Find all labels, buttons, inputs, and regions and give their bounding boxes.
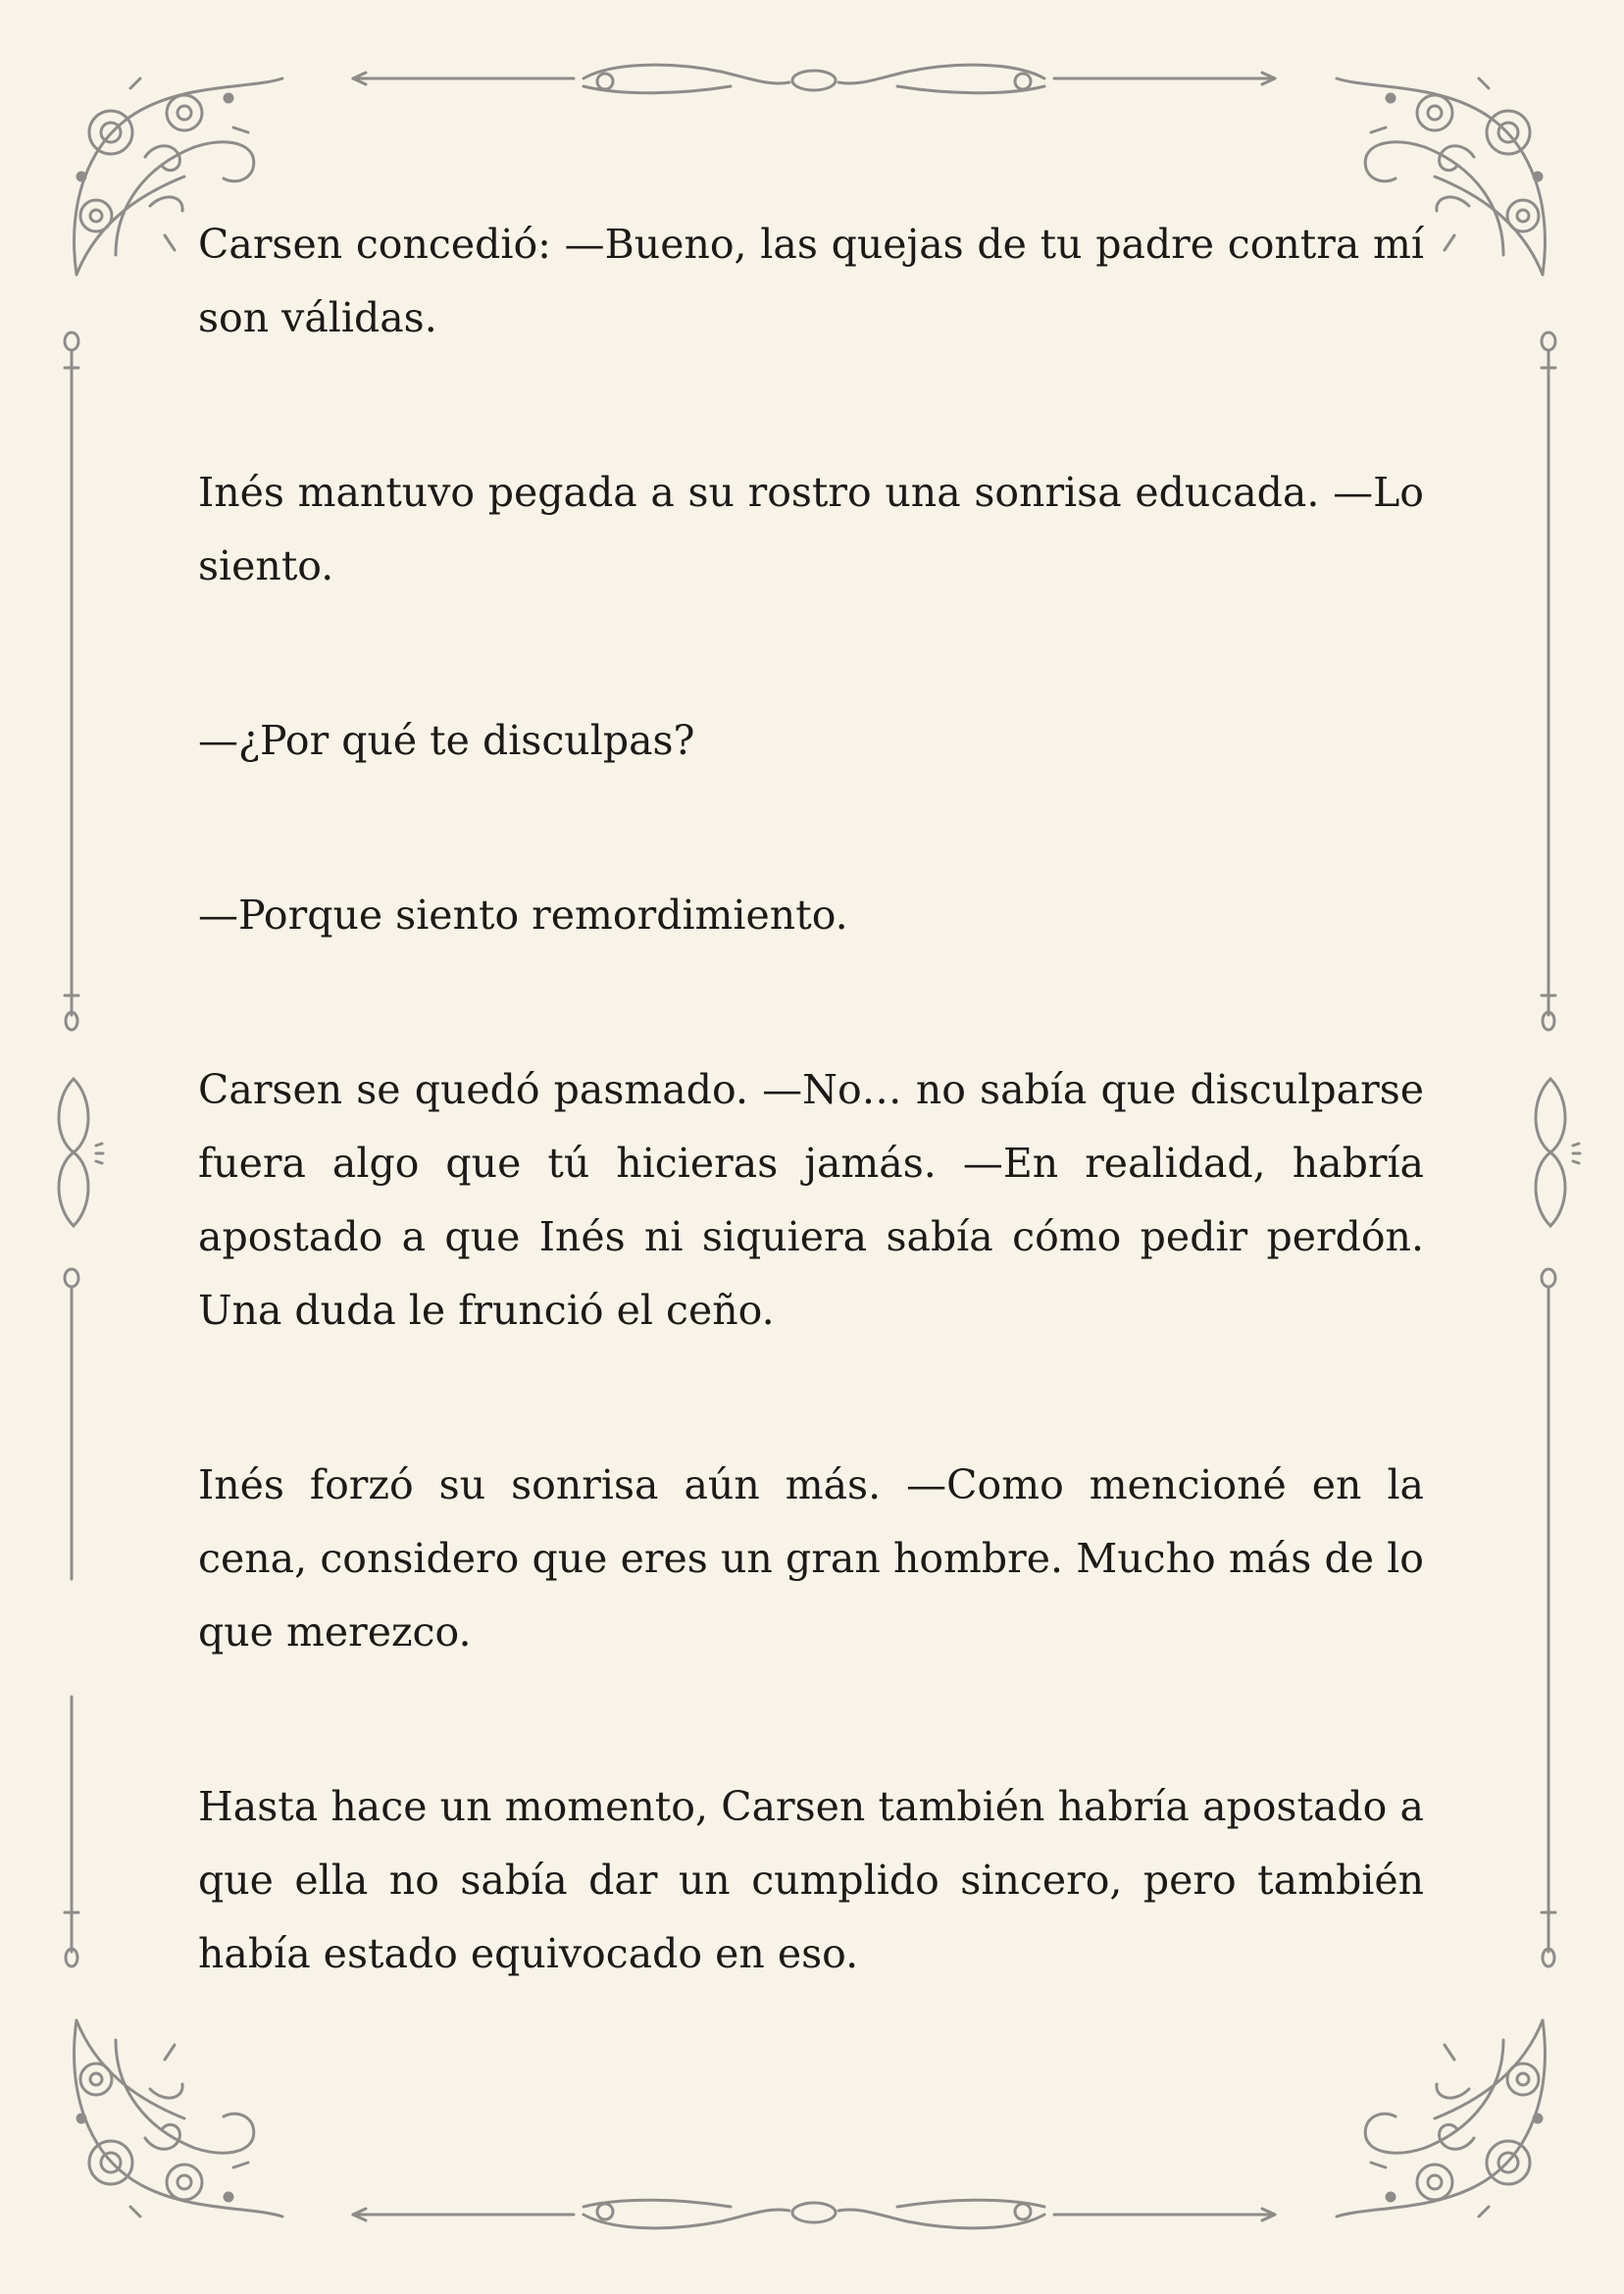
paragraph-3: —¿Por qué te disculpas? [198,717,695,764]
infinity-loop-right-icon [1526,1069,1585,1236]
page-body [198,208,1424,1991]
corner-flourish-bottom-left-icon [57,2001,297,2236]
side-rod-right-upper-icon [1536,329,1561,1035]
paragraph-1: Carsen concedió: —Bueno, las quejas de tu padre contra mí son válidas. [198,221,1424,341]
paragraph-7: Hasta hace un momento, Carsen también habría apostado a que ella no sabía dar un cumplido sincero, pero también había estado equivocado en eso. [198,1783,1424,1977]
bottom-scroll-flourish-icon [348,2187,1280,2236]
paragraph-5: Carsen se quedó pasmado. —No… no sabía que disculparse fuera algo que tú hicieras jamás. —En realidad, habría apostado a que Inés ni siquiera sabía cómo pedir perdón. Una duda le frunció el ceño. [198,1066,1424,1334]
paragraph-2: Inés mantuvo pegada a su rostro una sonrisa educada. —Lo siento. [198,469,1424,589]
corner-flourish-bottom-right-icon [1322,2001,1562,2236]
side-rod-right-lower-icon [1536,1265,1561,1971]
side-rod-left-upper-icon [59,329,84,1035]
side-rod-left-lower-icon [59,1265,84,1971]
paragraph-4: —Porque siento remordimiento. [198,892,848,939]
top-scroll-flourish-icon [348,57,1280,106]
paragraph-6: Inés forzó su sonrisa aún más. —Como mencioné en la cena, considero que eres un gran hombre. Mucho más de lo que merezco. [198,1461,1424,1656]
infinity-loop-left-icon [49,1069,108,1236]
